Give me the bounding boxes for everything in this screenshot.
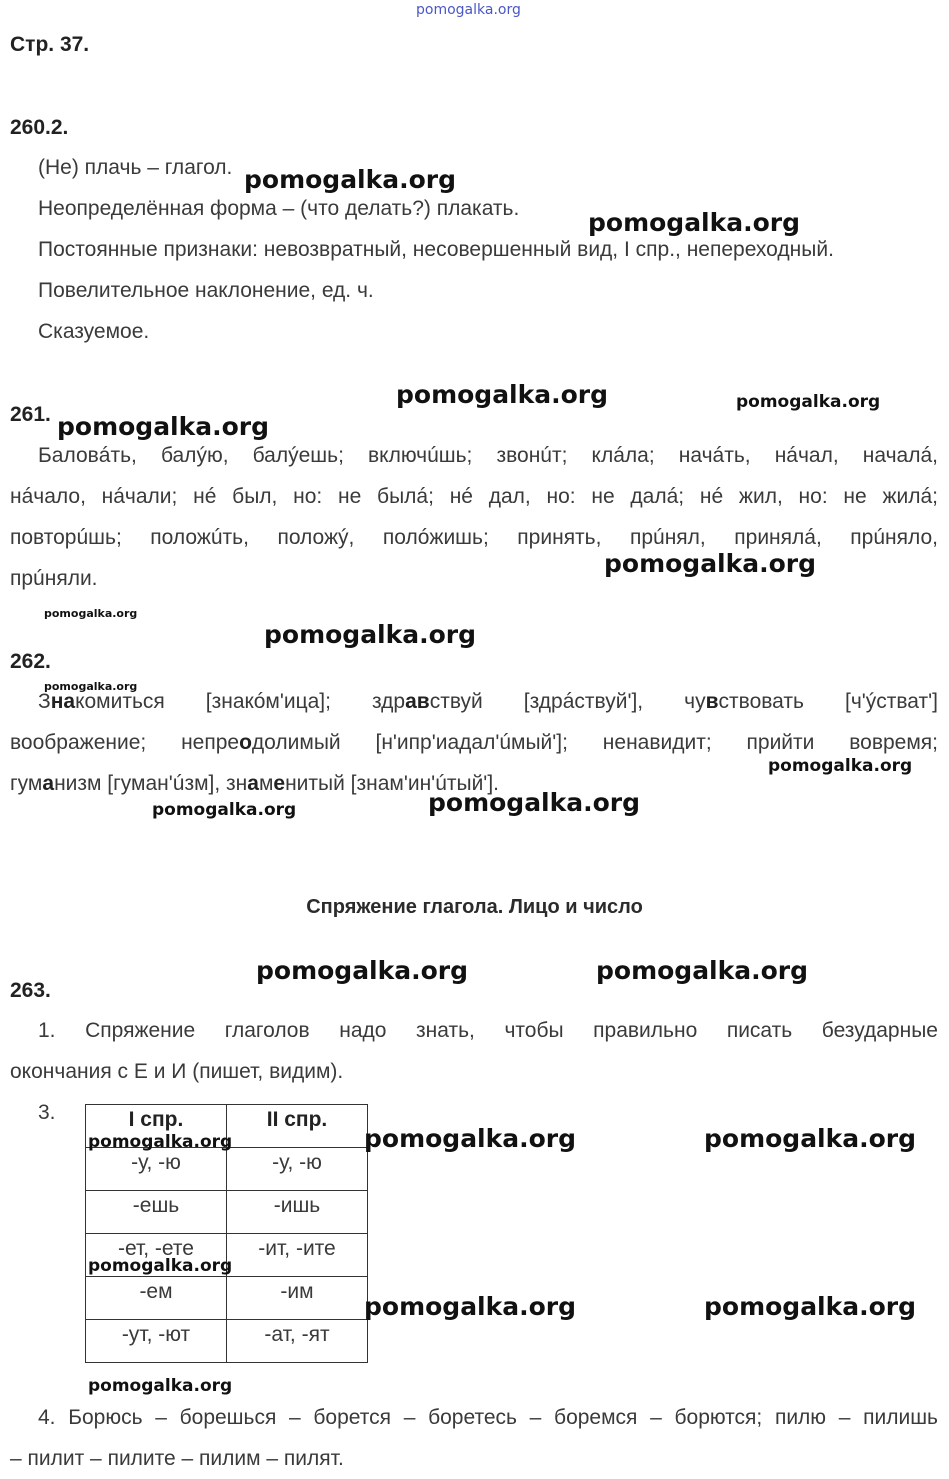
table-row: [86, 1320, 368, 1363]
ex260-line-5: Сказуемое.: [38, 320, 150, 343]
table-cell: -им: [227, 1277, 368, 1320]
ex262-line-3: гуманизм [гуман'úзм], знаменитый [знам'ин'úтый'].: [10, 772, 499, 795]
table-cell: -ет, -ете: [86, 1234, 227, 1277]
ex263-p4-line-1: 4. Борюсь – борешься – борется – боретесь – боремся – борются; пилю – пилишь: [38, 1406, 938, 1429]
table-cell: -ишь: [227, 1191, 368, 1234]
exercise-261-number: 261.: [10, 403, 51, 426]
page-label: Стр. 37.: [10, 33, 90, 56]
exercise-260-number: 260.2.: [10, 116, 69, 139]
ex262-line-1: Знакомиться [знакóм'ица]; здравствуй [здрáствуй'], чувствовать [ч'ýстват']: [38, 690, 938, 713]
table-cell: -ут, -ют: [86, 1320, 227, 1363]
ex260-line-4: Повелительное наклонение, ед. ч.: [38, 279, 374, 302]
site-watermark-top: pomogalka.org: [416, 2, 521, 18]
watermark: pomogalka.org: [57, 412, 270, 441]
watermark: pomogalka.org: [264, 620, 477, 649]
table-header-cell: II спр.: [227, 1105, 368, 1148]
table-cell: -ат, -ят: [227, 1320, 368, 1363]
ex263-p1-line-1: 1. Спряжение глаголов надо знать, чтобы правильно писать безударные: [38, 1019, 938, 1042]
watermark: pomogalka.org: [88, 1376, 233, 1396]
watermark: pomogalka.org: [604, 549, 817, 578]
table-row: [86, 1277, 368, 1320]
exercise-263-number: 263.: [10, 979, 51, 1002]
watermark: pomogalka.org: [44, 680, 138, 693]
watermark: pomogalka.org: [428, 788, 641, 817]
ex260-line-1: (Не) плачь – глагол.: [38, 156, 233, 179]
watermark: pomogalka.org: [364, 1292, 577, 1321]
ex263-p3-label: 3.: [38, 1101, 56, 1124]
watermark: pomogalka.org: [364, 1124, 577, 1153]
watermark: pomogalka.org: [736, 392, 881, 412]
table-cell: -ешь: [86, 1191, 227, 1234]
ex260-line-2: Неопределённая форма – (что делать?) плакать.: [38, 197, 520, 220]
table-cell: -ит, -ите: [227, 1234, 368, 1277]
watermark: pomogalka.org: [704, 1292, 917, 1321]
watermark: pomogalka.org: [396, 380, 609, 409]
table-row: [86, 1148, 368, 1191]
watermark: pomogalka.org: [88, 1256, 233, 1276]
ex263-p4-line-2: – пилит – пилите – пилим – пилят.: [10, 1447, 344, 1470]
watermark: pomogalka.org: [704, 1124, 917, 1153]
table-cell: -ем: [86, 1277, 227, 1320]
ex261-line-3: повторúшь; положúть, положý, полóжишь; принять, прúнял, принялá, прúняло,: [10, 526, 938, 549]
ex260-line-3: Постоянные признаки: невозвратный, несовершенный вид, I спр., непереходный.: [38, 238, 834, 261]
ex261-line-2: нáчало, нáчали; нé был, но: не былá; нé дал, но: не далá; нé жил, но: не жилá;: [10, 485, 938, 508]
ex261-line-4: прúняли.: [10, 567, 98, 590]
ex263-p1-line-2: окончания с Е и И (пишет, видим).: [10, 1060, 344, 1083]
table-cell: -у, -ю: [227, 1148, 368, 1191]
table-row: [86, 1191, 368, 1234]
watermark: pomogalka.org: [44, 607, 138, 620]
exercise-262-number: 262.: [10, 650, 51, 673]
watermark: pomogalka.org: [588, 208, 801, 237]
watermark: pomogalka.org: [256, 956, 469, 985]
ex261-line-1: Баловáть, балýю, балýешь; включúшь; звонúт; клáла; начáть, нáчал, началá,: [38, 444, 938, 467]
table-header-cell: I спр.: [86, 1105, 227, 1148]
watermark: pomogalka.org: [152, 800, 297, 820]
watermark: pomogalka.org: [88, 1132, 233, 1152]
watermark: pomogalka.org: [768, 756, 913, 776]
ex262-line-2: воображение; непреодолимый [н'ипр'иадал'úмый']; ненавидит; прийти вовремя;: [10, 731, 938, 754]
table-cell: -у, -ю: [86, 1148, 227, 1191]
watermark: pomogalka.org: [244, 165, 457, 194]
watermark: pomogalka.org: [596, 956, 809, 985]
section-title: Спряжение глагола. Лицо и число: [306, 896, 643, 918]
